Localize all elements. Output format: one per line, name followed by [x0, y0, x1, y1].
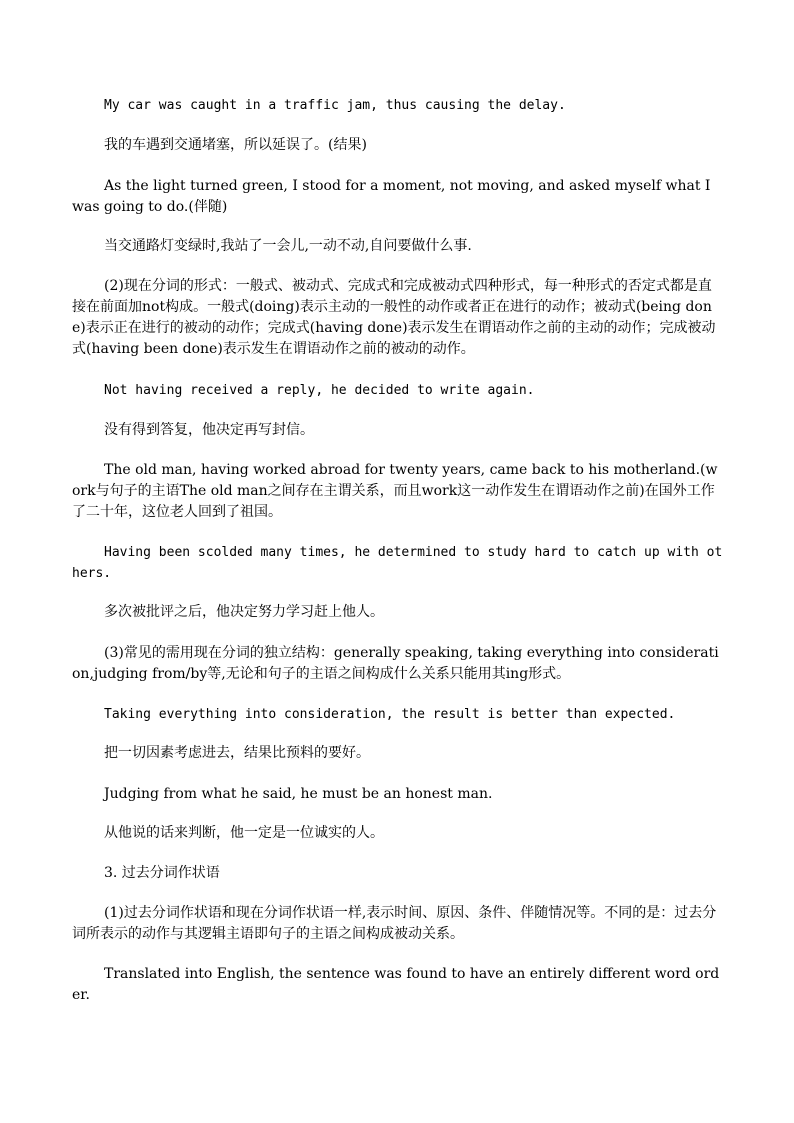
example-sentence-chinese: 我的车遇到交通堵塞，所以延误了。(结果): [104, 137, 367, 153]
section-heading: 3. 过去分词作状语: [104, 865, 220, 881]
explanation-paragraph: (3)常见的需用现在分词的独立结构：generally speaking, taking everything into consideration,judging from/by等,无论和句子的主语之间构成什么关系只能用其ing形式。: [72, 645, 719, 682]
example-sentence-chinese: 当交通路灯变绿时,我站了一会儿,一动不动,自问要做什么事.: [104, 238, 472, 254]
example-sentence-english: Taking everything into consideration, the result is better than expected.: [104, 707, 676, 722]
example-sentence-chinese: 从他说的话来判断，他一定是一位诚实的人。: [104, 825, 384, 841]
example-sentence-english: As the light turned green, I stood for a moment, not moving, and asked myself what I was going to do.(伴随): [72, 178, 711, 215]
explanation-paragraph: (1)过去分词作状语和现在分词作状语一样,表示时间、原因、条件、伴随情况等。不同的是：过去分词所表示的动作与其逻辑主语即句子的主语之间构成被动关系。: [72, 905, 717, 942]
example-sentence-chinese: 没有得到答复，他决定再写封信。: [104, 422, 314, 438]
example-sentence-chinese: 多次被批评之后，他决定努力学习赶上他人。: [104, 604, 384, 620]
example-sentence-english: Translated into English, the sentence was found to have an entirely different word order.: [72, 966, 720, 1003]
example-sentence-chinese: 把一切因素考虑进去，结果比预料的要好。: [104, 745, 370, 761]
example-sentence-english: Not having received a reply, he decided to write again.: [104, 383, 535, 398]
explanation-paragraph: (2)现在分词的形式：一般式、被动式、完成式和完成被动式四种形式，每一种形式的否定式都是直接在前面加not构成。一般式(doing)表示主动的一般性的动作或者正在进行的动作；被动式(being done)表示正在进行的被动的动作；完成式(having done)表示发生在谓语动作之前的主动的动作；完成被动式(having been done)表示发生在谓语动作之前的被动的动作。: [72, 278, 716, 357]
example-sentence-mixed: The old man, having worked abroad for twenty years, came back to his motherland.(work与句子的主语The old man之间存在主谓关系，而且work这一动作发生在谓语动作之前)在国外工作了二十年，这位老人回到了祖国。: [72, 462, 718, 520]
example-sentence-english: Judging from what he said, he must be an honest man.: [104, 786, 493, 802]
example-sentence-english: My car was caught in a traffic jam, thus causing the delay.: [104, 98, 566, 113]
example-sentence-english: Having been scolded many times, he determined to study hard to catch up with others.: [72, 545, 723, 581]
